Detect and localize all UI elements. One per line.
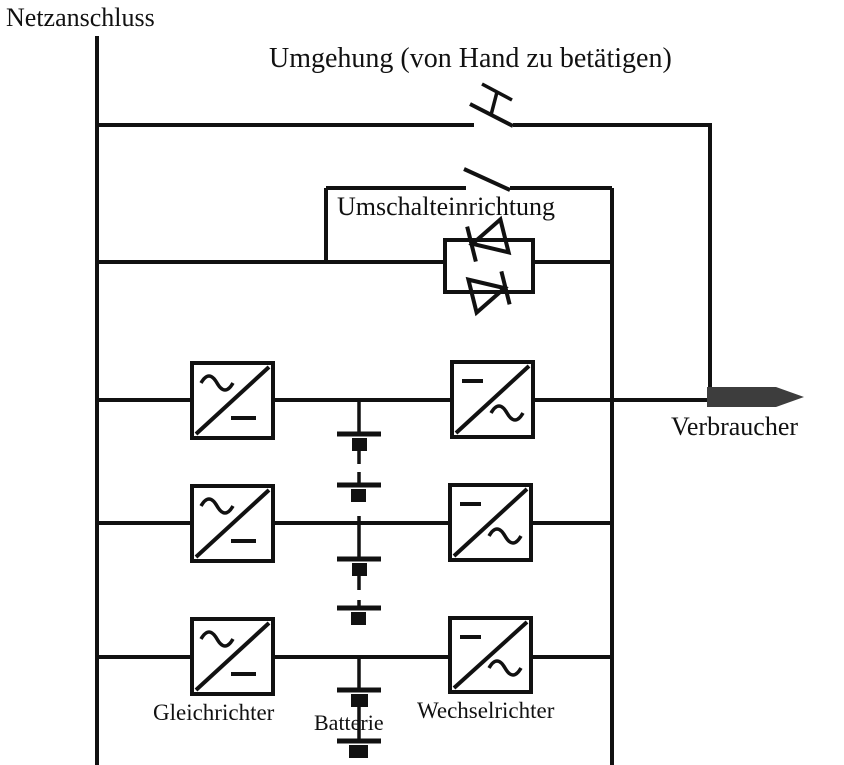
dc-to-ac-converter-icon — [450, 618, 531, 692]
transfer-device-label: Umschalteinrichtung — [337, 192, 556, 221]
mains-label: Netzanschluss — [6, 3, 155, 32]
load-label: Verbraucher — [671, 412, 799, 441]
inverter-label: Wechselrichter — [417, 698, 555, 723]
rectifier-label: Gleichrichter — [153, 700, 275, 725]
ac-to-dc-converter-icon — [192, 363, 273, 438]
ac-to-dc-converter-icon — [192, 619, 273, 694]
manual-switch-icon — [470, 84, 513, 126]
dc-to-ac-converter-icon — [450, 485, 531, 560]
bypass-label: Umgehung (von Hand zu betätigen) — [269, 43, 672, 74]
battery-label: Batterie — [314, 710, 384, 735]
switch-icon — [464, 169, 510, 190]
dc-to-ac-converter-icon — [452, 362, 533, 437]
arrow-right-icon — [707, 387, 804, 407]
battery-cells-icon — [337, 400, 381, 758]
ac-to-dc-converter-icon — [192, 486, 273, 561]
antiparallel-diodes-icon — [445, 218, 533, 312]
